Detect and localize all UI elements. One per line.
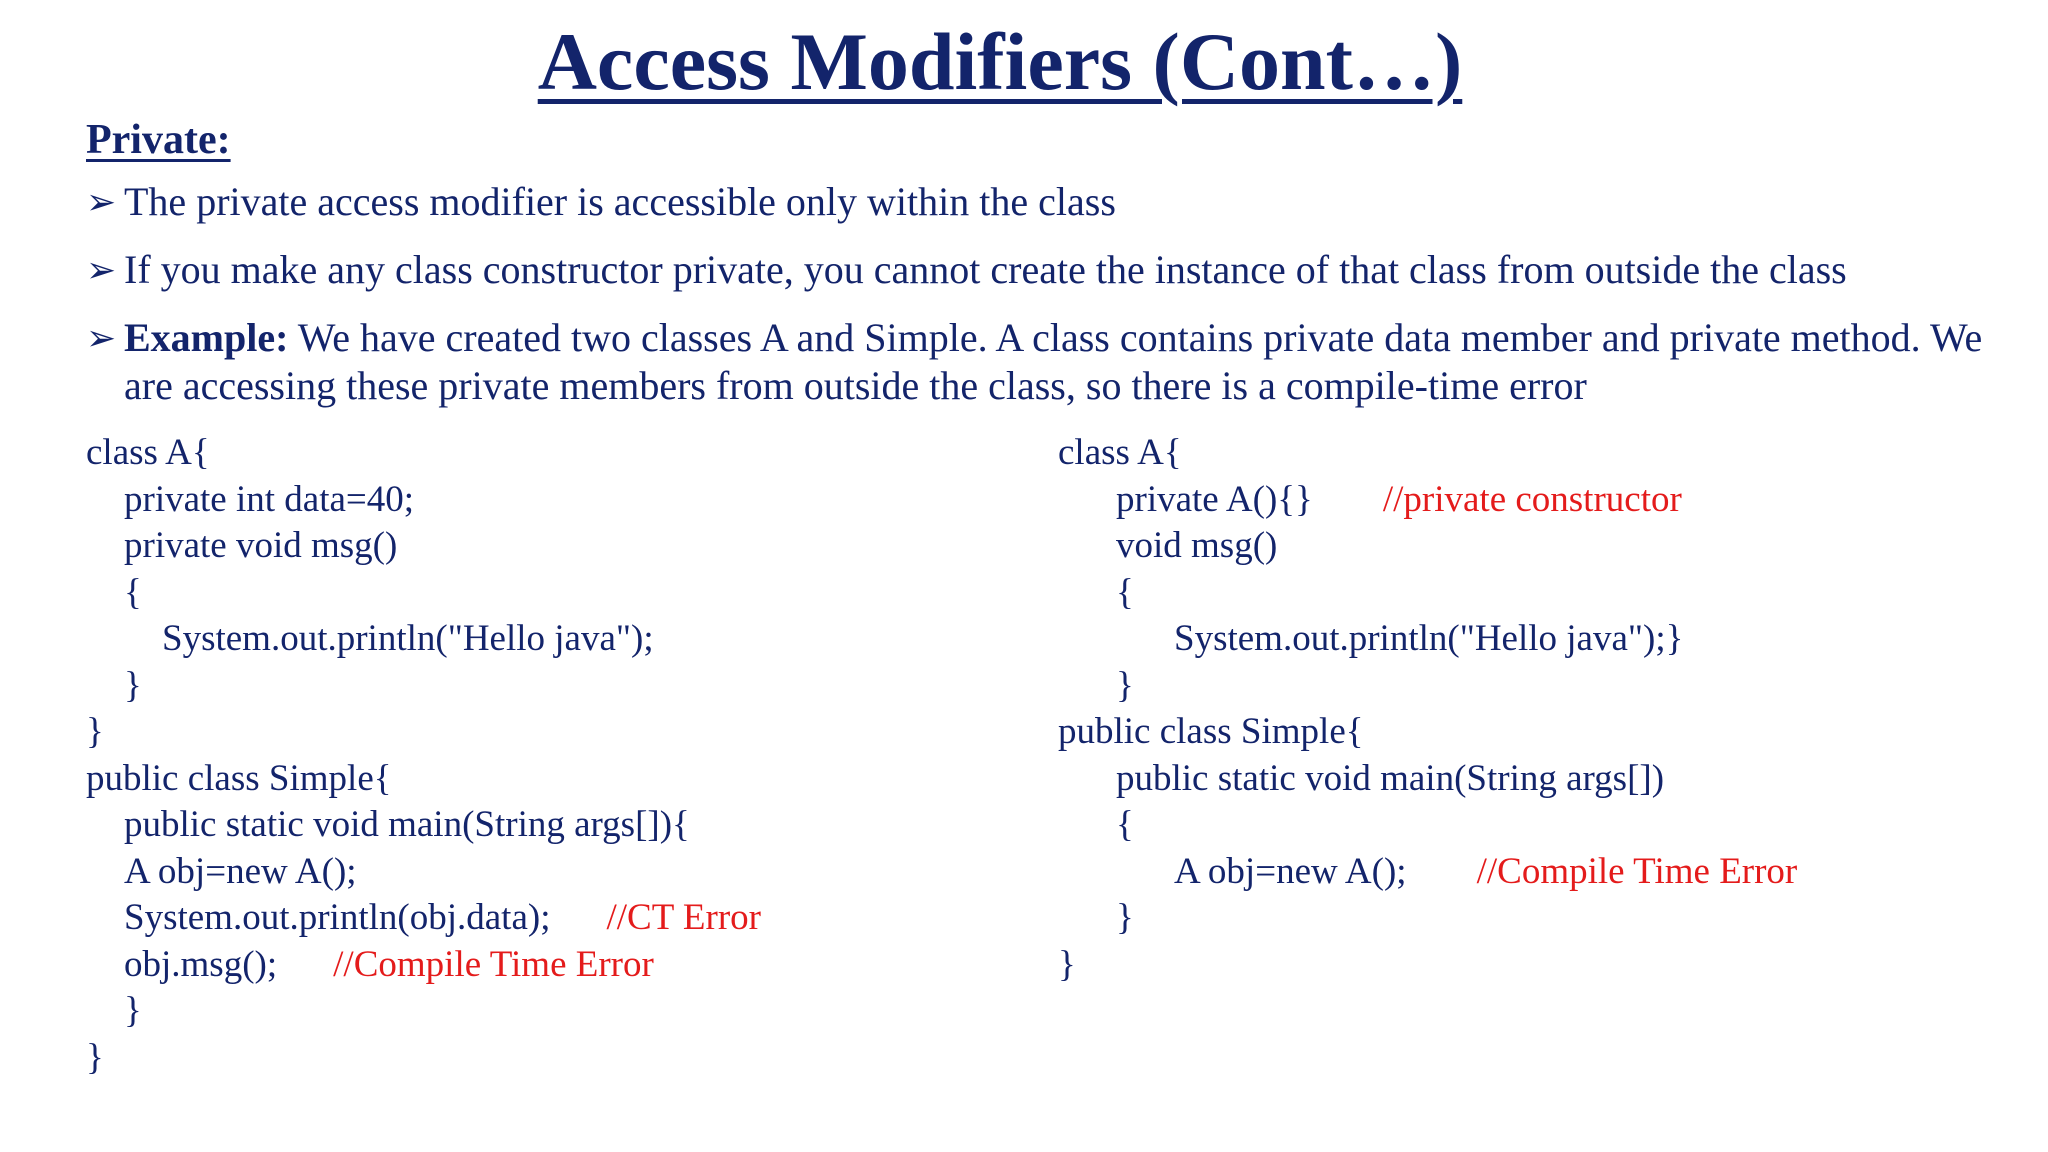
code-text: public class Simple{ <box>1058 711 1364 752</box>
bullet-text: If you make any class constructor private, you cannot create the instance of that class from outside the class <box>124 247 1847 292</box>
code-line <box>86 477 761 524</box>
code-text: } <box>86 1036 104 1078</box>
code-text: private A(){} <box>1116 478 1313 520</box>
code-text: System.out.println(obj.data); <box>124 897 551 938</box>
bullet-item <box>86 314 2016 410</box>
code-line <box>1058 616 1797 663</box>
code-line <box>1058 430 1797 477</box>
arrow-bullet-icon: ➢ <box>86 318 117 358</box>
bullet-text: The private access modifier is accessible only within the class <box>124 179 1116 224</box>
slide-title <box>0 12 2000 112</box>
bullet-lead: Example: <box>124 315 289 360</box>
code-line <box>86 430 761 477</box>
code-line <box>1058 849 1797 896</box>
code-line <box>86 942 761 989</box>
code-comment: //Compile Time Error <box>1476 850 1798 892</box>
code-block-right <box>1058 430 1797 988</box>
code-line <box>86 849 761 896</box>
code-text: } <box>1058 943 1076 985</box>
code-text: { <box>124 571 142 613</box>
bullet-text: We have created two classes A and Simple. A class contains private data member and private method. We are accessing these private members from outside the class, so there is a compile-time error <box>124 315 1983 408</box>
code-line <box>86 570 761 617</box>
code-text: private void msg() <box>124 525 398 566</box>
code-text: class A{ <box>1058 432 1182 473</box>
code-text: { <box>1116 571 1134 613</box>
code-line <box>1058 756 1797 803</box>
code-text: A obj=new A(); <box>124 850 357 892</box>
code-comment: //CT Error <box>606 897 761 938</box>
code-text: A obj=new A(); <box>1174 850 1407 892</box>
code-line <box>86 756 761 803</box>
code-text: public static void main(String args[]){ <box>124 804 690 845</box>
code-line <box>1058 942 1797 989</box>
code-line <box>86 895 761 942</box>
code-line <box>1058 523 1797 570</box>
code-text: private int data=40; <box>124 478 415 520</box>
code-text: } <box>124 664 142 706</box>
code-line <box>86 988 761 1035</box>
code-line <box>86 523 761 570</box>
code-line <box>86 1035 761 1082</box>
code-line <box>86 616 761 663</box>
code-text: public class Simple{ <box>86 757 392 799</box>
code-text: { <box>1116 804 1134 845</box>
bullet-item <box>86 246 2016 294</box>
section-heading: Private: <box>86 117 231 163</box>
code-text: obj.msg(); <box>124 943 278 985</box>
code-line <box>86 709 761 756</box>
code-line <box>1058 709 1797 756</box>
code-text: } <box>1116 664 1134 706</box>
slide-title-text: Access Modifiers (Cont…) <box>537 16 1463 107</box>
bullet-item <box>86 178 2016 226</box>
code-line <box>1058 477 1797 524</box>
code-text: void msg() <box>1116 525 1278 566</box>
code-line <box>1058 802 1797 849</box>
code-text: class A{ <box>86 432 210 473</box>
code-comment: //Compile Time Error <box>333 943 654 985</box>
arrow-bullet-icon: ➢ <box>86 250 117 290</box>
code-text: System.out.println("Hello java");} <box>1174 618 1684 659</box>
code-line <box>86 802 761 849</box>
code-text: } <box>124 990 142 1031</box>
code-line <box>1058 895 1797 942</box>
code-comment: //private constructor <box>1382 478 1682 520</box>
bullet-list <box>86 178 2016 430</box>
code-text: System.out.println("Hello java"); <box>162 618 654 659</box>
code-line <box>86 663 761 710</box>
code-line <box>1058 663 1797 710</box>
code-block-left <box>86 430 761 1081</box>
code-line <box>1058 570 1797 617</box>
code-text: } <box>1116 897 1134 938</box>
code-text: } <box>86 711 104 752</box>
arrow-bullet-icon: ➢ <box>86 182 117 222</box>
code-text: public static void main(String args[]) <box>1116 757 1665 799</box>
